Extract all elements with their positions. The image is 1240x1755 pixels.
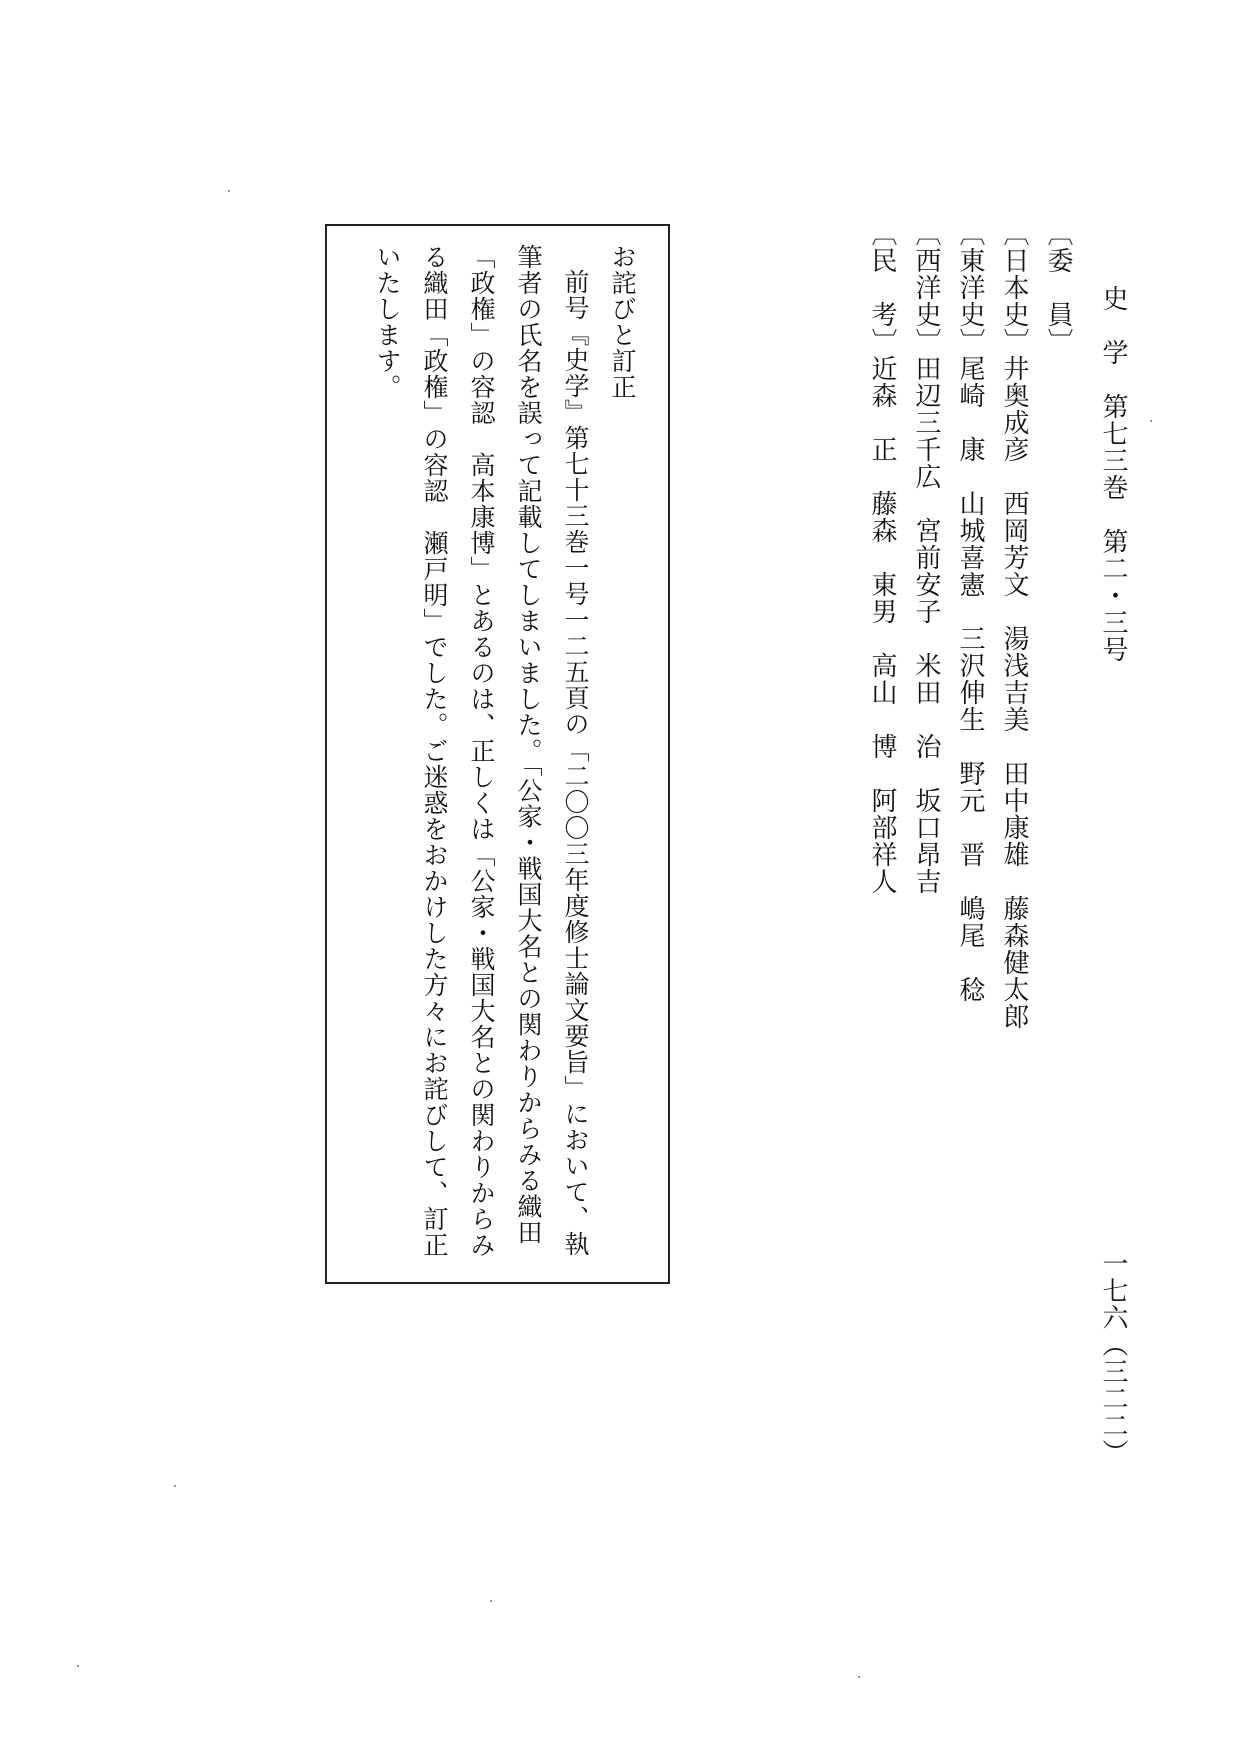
page-number: 一七六（三二二） <box>1098 1250 1128 1466</box>
committee-member: 嶋尾 稔 <box>955 895 985 1003</box>
notice-title: お詫びと訂正 <box>608 244 637 400</box>
committee-row-japanese-history <box>992 220 1036 1120</box>
committee-row-folklore-archaeology <box>860 220 904 1120</box>
scan-speck <box>174 1485 176 1487</box>
committee-row-label: 〔東洋史〕 <box>955 220 985 355</box>
journal-header: 史 学 第七三巻 第二・三号 <box>1098 285 1128 663</box>
committee-member: 宮前安子 <box>911 517 941 625</box>
committee-heading: 〔委 員〕 <box>1043 220 1073 355</box>
committee-member: 米田 治 <box>911 652 941 760</box>
committee-member: 坂口昂吉 <box>911 787 941 895</box>
committee-member: 藤森 東男 <box>867 490 897 625</box>
scan-speck <box>858 1676 860 1678</box>
committee-row-western-history <box>904 220 948 1120</box>
committee-member: 三沢伸生 <box>955 625 985 733</box>
committee-member: 湯浅吉美 <box>999 625 1029 733</box>
notice-body: 前号『史学』第七十三巻一号一二五頁の「二〇〇三年度修士論文要旨」において、執筆者の氏名を誤って記載してしまいました。「公家・戦国大名との関わりからみる織田「政権」の容認 高本康博」とあるのは、正しくは「公家・戦国大名との関わりからみる織田「政権」の容認 瀬戸明」でした。ご迷惑をおかけした方々にお詫びして、訂正いたします。 <box>373 244 590 1258</box>
committee-member: 藤森健太郎 <box>999 895 1029 1030</box>
committee-row-asian-history <box>948 220 992 1120</box>
committee-member: 田辺三千広 <box>911 355 941 490</box>
committee-member: 野元 晋 <box>955 760 985 868</box>
committee-row-label: 〔日本史〕 <box>999 220 1029 355</box>
committee-row-label: 〔民 考〕 <box>867 220 897 355</box>
committee-member: 西岡芳文 <box>999 490 1029 598</box>
committee-member: 近森 正 <box>867 355 897 463</box>
committee-member: 田中康雄 <box>999 760 1029 868</box>
committee-member: 山城喜憲 <box>955 490 985 598</box>
scan-speck <box>77 1665 79 1667</box>
committee-member: 高山 博 <box>867 652 897 760</box>
committee-list <box>860 220 1080 1120</box>
committee-row-label: 〔西洋史〕 <box>911 220 941 355</box>
correction-notice-box <box>325 224 670 1284</box>
scan-speck <box>228 190 230 192</box>
committee-member: 阿部祥人 <box>867 787 897 895</box>
scan-speck <box>1150 420 1152 422</box>
correction-notice <box>364 244 646 1264</box>
scan-speck <box>490 1600 492 1602</box>
committee-member: 尾崎 康 <box>955 355 985 463</box>
committee-member: 井奥成彦 <box>999 355 1029 463</box>
